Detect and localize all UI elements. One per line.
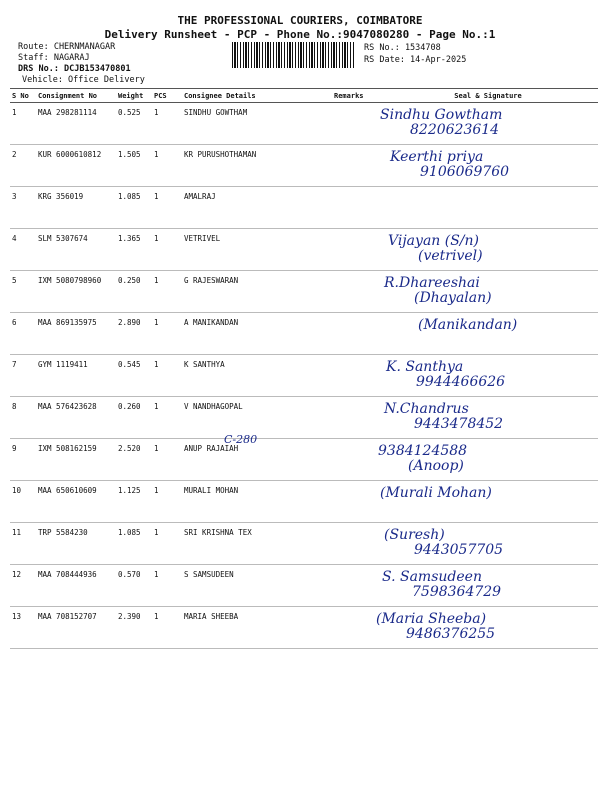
cell-consignee: V NANDHAGOPAL bbox=[182, 397, 332, 439]
handwritten-signature bbox=[380, 108, 596, 138]
signature-line: S. Samsudeen bbox=[382, 569, 482, 585]
signature-line: R.Dhareeshai bbox=[384, 275, 480, 291]
signature-line: (Maria Sheeba) bbox=[376, 611, 487, 627]
signature-line: 9944466626 bbox=[416, 374, 506, 390]
cell-weight: 2.520 bbox=[116, 439, 152, 481]
signature-line: 7598364729 bbox=[412, 584, 502, 600]
cell-remarks bbox=[332, 607, 378, 649]
col-sno: S No bbox=[10, 89, 36, 103]
cell-signature bbox=[378, 313, 598, 355]
signature-line: Sindhu Gowtham bbox=[380, 107, 503, 123]
cell-weight: 1.125 bbox=[116, 481, 152, 523]
cell-sno: 2 bbox=[10, 145, 36, 187]
cell-signature bbox=[378, 565, 598, 607]
cell-sno: 13 bbox=[10, 607, 36, 649]
cell-pcs: 1 bbox=[152, 313, 182, 355]
table-row bbox=[10, 565, 598, 607]
cell-signature bbox=[378, 271, 598, 313]
cell-sno: 7 bbox=[10, 355, 36, 397]
col-remarks: Remarks bbox=[332, 89, 378, 103]
handwritten-signature bbox=[384, 528, 600, 558]
cell-sno: 10 bbox=[10, 481, 36, 523]
cell-consignee: SINDHU GOWTHAM bbox=[182, 103, 332, 145]
cell-consignee: VETRIVEL bbox=[182, 229, 332, 271]
cell-weight: 1.365 bbox=[116, 229, 152, 271]
rs-number: RS No.: 1534708 bbox=[364, 43, 441, 53]
cell-weight: 2.390 bbox=[116, 607, 152, 649]
signature-line: 8220623614 bbox=[410, 122, 500, 138]
handwritten-signature bbox=[386, 360, 600, 390]
cell-weight: 0.570 bbox=[116, 565, 152, 607]
cell-signature bbox=[378, 229, 598, 271]
cell-remarks bbox=[332, 229, 378, 271]
cell-sno: 12 bbox=[10, 565, 36, 607]
barcode bbox=[232, 42, 354, 68]
cell-consignment: KRG 356019 bbox=[36, 187, 116, 229]
signature-line: Keerthi priya bbox=[390, 149, 484, 165]
table-row bbox=[10, 607, 598, 649]
cell-sno: 8 bbox=[10, 397, 36, 439]
cell-signature bbox=[378, 607, 598, 649]
signature-line: 9486376255 bbox=[406, 626, 496, 642]
signature-line: (Anoop) bbox=[408, 458, 464, 474]
cell-consignee: ANUP RAJAIAH bbox=[182, 439, 332, 481]
signature-line: (vetrivel) bbox=[418, 248, 483, 264]
vehicle-label: Vehicle: Office Delivery bbox=[22, 75, 145, 85]
cell-consignee: SRI KRISHNA TEX bbox=[182, 523, 332, 565]
rs-date: RS Date: 14-Apr-2025 bbox=[364, 55, 467, 65]
cell-consignment: IXM 5080798960 bbox=[36, 271, 116, 313]
route-label: Route: CHERNMANAGAR bbox=[18, 42, 116, 52]
cell-pcs: 1 bbox=[152, 523, 182, 565]
cell-pcs: 1 bbox=[152, 397, 182, 439]
cell-sno: 9 bbox=[10, 439, 36, 481]
cell-consignment: GYM 1119411 bbox=[36, 355, 116, 397]
cell-weight: 1.505 bbox=[116, 145, 152, 187]
table-row bbox=[10, 481, 598, 523]
cell-pcs: 1 bbox=[152, 481, 182, 523]
cell-consignment: KUR 6000610812 bbox=[36, 145, 116, 187]
signature-line: N.Chandrus bbox=[384, 401, 469, 417]
cell-pcs: 1 bbox=[152, 229, 182, 271]
cell-consignment: MAA 650610609 bbox=[36, 481, 116, 523]
cell-consignment: MAA 576423628 bbox=[36, 397, 116, 439]
signature-line: (Suresh) bbox=[384, 527, 445, 543]
cell-consignee: G RAJESWARAN bbox=[182, 271, 332, 313]
cell-sno: 4 bbox=[10, 229, 36, 271]
cell-pcs: 1 bbox=[152, 145, 182, 187]
table-row bbox=[10, 313, 598, 355]
cell-consignment: IXM 508162159 bbox=[36, 439, 116, 481]
cell-remarks bbox=[332, 187, 378, 229]
cell-weight: 0.260 bbox=[116, 397, 152, 439]
cell-consignee: MARIA SHEEBA bbox=[182, 607, 332, 649]
table-row bbox=[10, 355, 598, 397]
runsheet-subtitle: Delivery Runsheet - PCP - Phone No.:9047080280 - Page No.:1 bbox=[104, 28, 496, 41]
handwritten-signature bbox=[388, 234, 600, 264]
cell-weight: 0.250 bbox=[116, 271, 152, 313]
cell-weight: 1.085 bbox=[116, 523, 152, 565]
cell-sno: 1 bbox=[10, 103, 36, 145]
handwritten-annotation: C-280 bbox=[224, 433, 258, 446]
cell-remarks bbox=[332, 481, 378, 523]
signature-line: (Murali Mohan) bbox=[380, 485, 492, 501]
signature-line: 9106069760 bbox=[420, 164, 510, 180]
handwritten-signature bbox=[384, 276, 600, 306]
company-title: THE PROFESSIONAL COURIERS, COIMBATORE bbox=[177, 14, 423, 27]
cell-sno: 5 bbox=[10, 271, 36, 313]
cell-signature bbox=[378, 187, 598, 229]
cell-remarks bbox=[332, 565, 378, 607]
handwritten-signature bbox=[388, 318, 600, 333]
col-pcs: PCS bbox=[152, 89, 182, 103]
cell-consignee: K SANTHYA bbox=[182, 355, 332, 397]
table-row bbox=[10, 103, 598, 145]
handwritten-signature bbox=[382, 570, 598, 600]
col-weight: Weight bbox=[116, 89, 152, 103]
cell-signature bbox=[378, 145, 598, 187]
cell-consignment: TRP 5584230 bbox=[36, 523, 116, 565]
cell-consignment: MAA 708152707 bbox=[36, 607, 116, 649]
handwritten-signature bbox=[376, 612, 592, 642]
cell-signature bbox=[378, 481, 598, 523]
handwritten-signature bbox=[390, 150, 600, 180]
signature-line: 9443057705 bbox=[414, 542, 504, 558]
col-consignee: Consignee Details bbox=[182, 89, 332, 103]
cell-signature bbox=[378, 355, 598, 397]
signature-line: (Dhayalan) bbox=[414, 290, 492, 306]
signature-line: K. Santhya bbox=[386, 359, 464, 375]
table-row bbox=[10, 187, 598, 229]
cell-sno: 11 bbox=[10, 523, 36, 565]
table-row bbox=[10, 229, 598, 271]
drs-label: DRS No.: DCJB153470801 bbox=[18, 64, 131, 74]
table-row bbox=[10, 523, 598, 565]
signature-line: Vijayan (S/n) bbox=[388, 233, 479, 249]
cell-remarks bbox=[332, 103, 378, 145]
cell-weight: 0.545 bbox=[116, 355, 152, 397]
cell-signature bbox=[378, 523, 598, 565]
staff-label: Staff: NAGARAJ bbox=[18, 53, 90, 63]
cell-remarks bbox=[332, 271, 378, 313]
cell-pcs: 1 bbox=[152, 565, 182, 607]
cell-pcs: 1 bbox=[152, 271, 182, 313]
table-row bbox=[10, 271, 598, 313]
cell-sno: 3 bbox=[10, 187, 36, 229]
cell-sno: 6 bbox=[10, 313, 36, 355]
cell-consignment: SLM 5307674 bbox=[36, 229, 116, 271]
cell-consignment: MAA 708444936 bbox=[36, 565, 116, 607]
signature-line: 9384124588 bbox=[378, 443, 468, 459]
cell-consignee: MURALI MOHAN bbox=[182, 481, 332, 523]
cell-weight: 1.085 bbox=[116, 187, 152, 229]
cell-consignee: A MANIKANDAN bbox=[182, 313, 332, 355]
cell-pcs: 1 bbox=[152, 439, 182, 481]
cell-consignment: MAA 869135975 bbox=[36, 313, 116, 355]
cell-consignee: AMALRAJ bbox=[182, 187, 332, 229]
handwritten-signature bbox=[380, 486, 596, 501]
signature-line: (Manikandan) bbox=[418, 317, 518, 333]
signature-line: 9443478452 bbox=[414, 416, 504, 432]
col-consignment: Consignment No bbox=[36, 89, 116, 103]
cell-remarks bbox=[332, 523, 378, 565]
table-header-row bbox=[10, 89, 598, 103]
cell-consignee: S SAMSUDEEN bbox=[182, 565, 332, 607]
col-signature: Seal & Signature bbox=[378, 89, 598, 103]
handwritten-signature bbox=[378, 444, 594, 474]
cell-consignment: MAA 298281114 bbox=[36, 103, 116, 145]
cell-pcs: 1 bbox=[152, 355, 182, 397]
runsheet-table bbox=[10, 88, 598, 649]
cell-pcs: 1 bbox=[152, 187, 182, 229]
cell-pcs: 1 bbox=[152, 103, 182, 145]
handwritten-signature bbox=[384, 402, 600, 432]
cell-weight: 0.525 bbox=[116, 103, 152, 145]
cell-remarks bbox=[332, 313, 378, 355]
cell-pcs: 1 bbox=[152, 607, 182, 649]
cell-remarks bbox=[332, 355, 378, 397]
table-row bbox=[10, 145, 598, 187]
cell-consignee: KR PURUSHOTHAMAN bbox=[182, 145, 332, 187]
cell-remarks bbox=[332, 145, 378, 187]
cell-signature bbox=[378, 103, 598, 145]
cell-weight: 2.890 bbox=[116, 313, 152, 355]
